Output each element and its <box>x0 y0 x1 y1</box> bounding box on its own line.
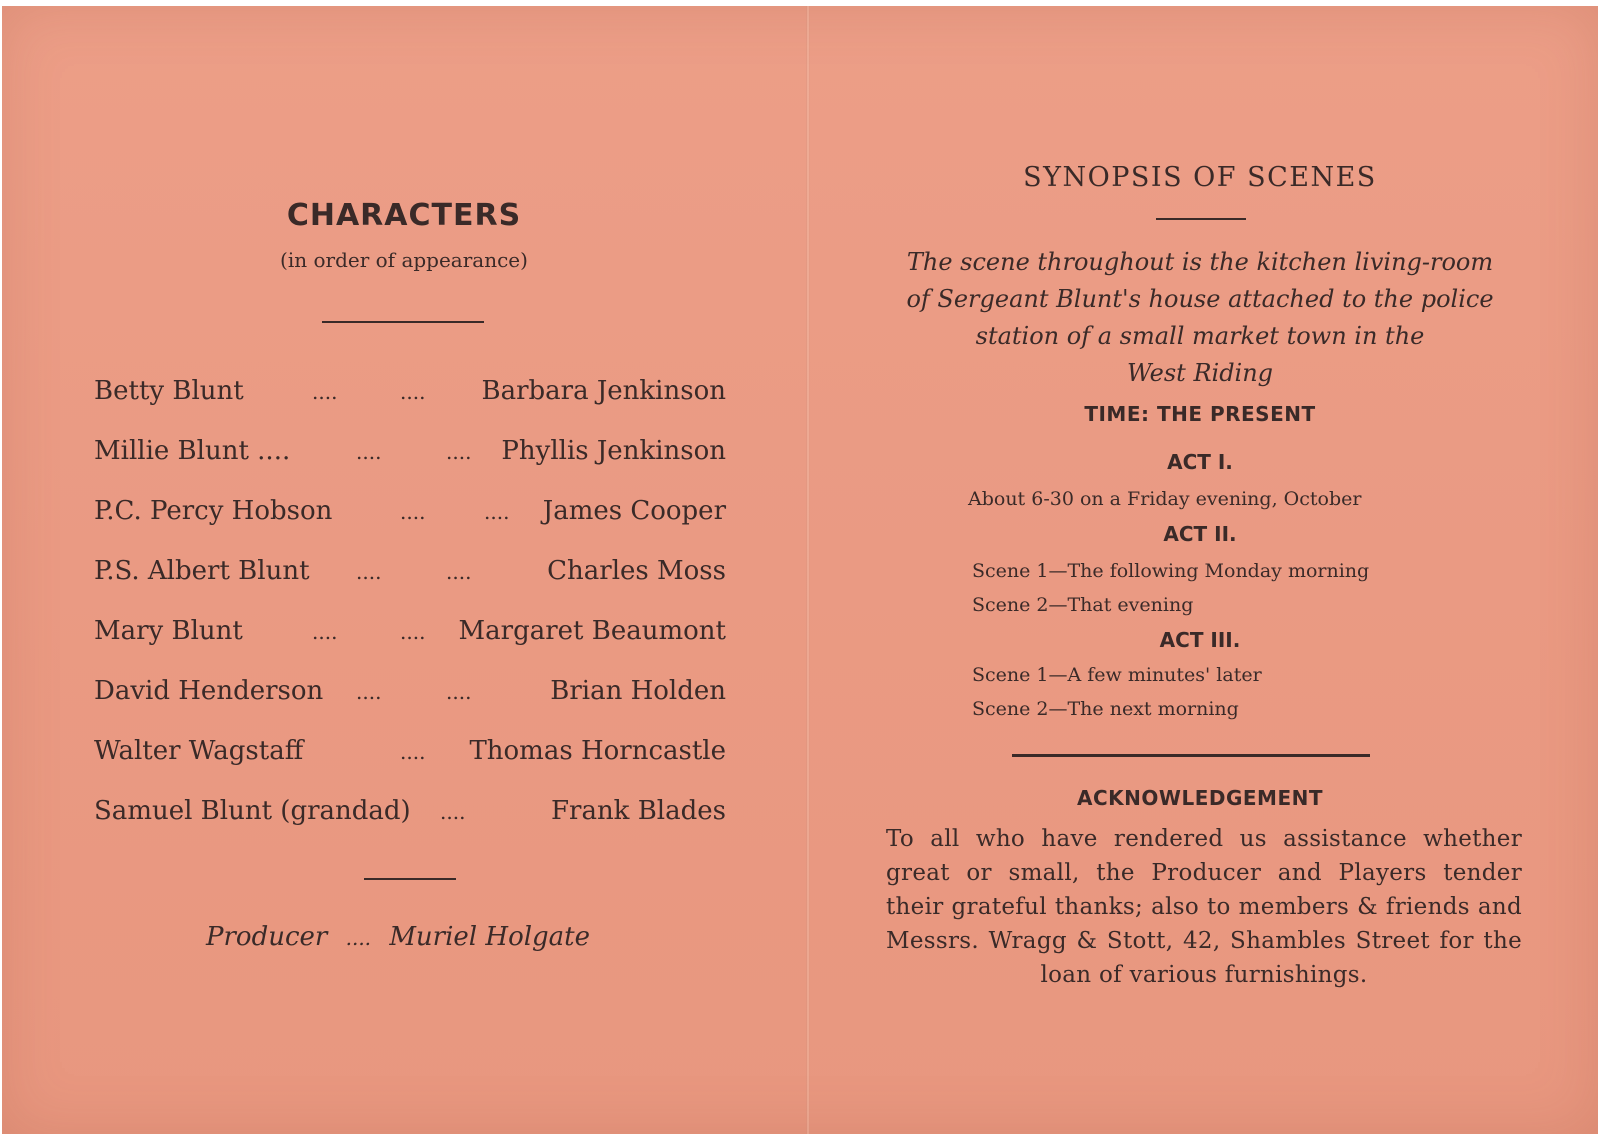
actor-name: James Cooper <box>542 496 726 526</box>
act-detail: Scene 2—That evening <box>972 594 1194 616</box>
leader-dots: .... <box>356 680 382 704</box>
act-detail: Scene 2—The next morning <box>972 698 1239 720</box>
actor-name: Charles Moss <box>547 556 726 586</box>
act-heading: ACT II. <box>1163 522 1237 546</box>
character-name: Millie Blunt .... <box>94 436 291 466</box>
characters-title: CHARACTERS <box>286 198 522 233</box>
character-name: Mary Blunt <box>94 616 243 646</box>
divider-rule <box>322 321 484 323</box>
actor-name: Phyllis Jenkinson <box>501 436 726 466</box>
act-detail: About 6-30 on a Friday evening, October <box>968 488 1362 510</box>
time-statement: TIME: THE PRESENT <box>1084 402 1316 426</box>
synopsis-title: SYNOPSIS OF SCENES <box>1023 162 1377 193</box>
character-name: Samuel Blunt (grandad) <box>94 796 411 826</box>
cast-list <box>94 376 726 856</box>
producer-name: Muriel Holgate <box>389 922 591 952</box>
act-heading: ACT III. <box>1159 628 1241 652</box>
acknowledgement-title: ACKNOWLEDGEMENT <box>1077 786 1323 810</box>
cast-row <box>94 616 726 676</box>
act-detail: Scene 1—A few minutes' later <box>972 664 1262 686</box>
leader-dots: .... <box>446 440 472 464</box>
cast-row <box>94 376 726 436</box>
centre-fold <box>806 6 810 1134</box>
cast-row <box>94 796 726 856</box>
leader-dots: .... <box>484 500 510 524</box>
actor-name: Barbara Jenkinson <box>481 376 726 406</box>
actor-name: Frank Blades <box>550 796 726 826</box>
cast-row <box>94 556 726 616</box>
acknowledgement-text: To all who have rendered us assistance whether great or small, the Producer and Players tender their grateful thanks; also to members & friends and Messrs. Wragg & Stott, 42, Shambles Street for the loan of various furnishings. <box>886 826 1522 988</box>
leader-dots: .... <box>312 380 338 404</box>
scene-description <box>870 244 1530 392</box>
leader-dots: .... <box>400 380 426 404</box>
leader-dots: .... <box>400 620 426 644</box>
leader-dots: .... <box>446 560 472 584</box>
divider-rule <box>1156 218 1246 220</box>
actor-name: Margaret Beaumont <box>458 616 726 646</box>
leader-dots: .... <box>312 620 338 644</box>
character-name: David Henderson <box>94 676 324 706</box>
actor-name: Brian Holden <box>550 676 726 706</box>
characters-subtitle: (in order of appearance) <box>280 248 528 272</box>
character-name: Betty Blunt <box>94 376 244 406</box>
scene-description-line: of Sergeant Blunt's house attached to the police <box>906 285 1494 313</box>
divider-rule <box>364 878 456 880</box>
actor-name: Thomas Horncastle <box>469 736 726 766</box>
leader-dots: .... <box>400 740 426 764</box>
character-name: P.S. Albert Blunt <box>94 556 310 586</box>
leader-dots: .... <box>440 800 466 824</box>
cast-row <box>94 736 726 796</box>
leader-dots: .... <box>345 926 372 950</box>
producer-label: Producer <box>206 922 328 952</box>
character-name: Walter Wagstaff <box>94 736 304 766</box>
producer-credit <box>206 922 590 952</box>
leader-dots: .... <box>356 560 382 584</box>
leader-dots: .... <box>400 500 426 524</box>
scene-description-line: West Riding <box>1126 359 1274 387</box>
cast-row <box>94 496 726 556</box>
leader-dots: .... <box>446 680 472 704</box>
character-name: P.C. Percy Hobson <box>94 496 333 526</box>
cast-row <box>94 436 726 496</box>
scene-description-line: station of a small market town in the <box>975 322 1425 350</box>
divider-rule <box>1012 754 1370 757</box>
leader-dots: .... <box>356 440 382 464</box>
act-detail: Scene 1—The following Monday morning <box>972 560 1370 582</box>
act-heading: ACT I. <box>1167 450 1233 474</box>
scene-description-line: The scene throughout is the kitchen living-room <box>906 248 1494 276</box>
cast-row <box>94 676 726 736</box>
